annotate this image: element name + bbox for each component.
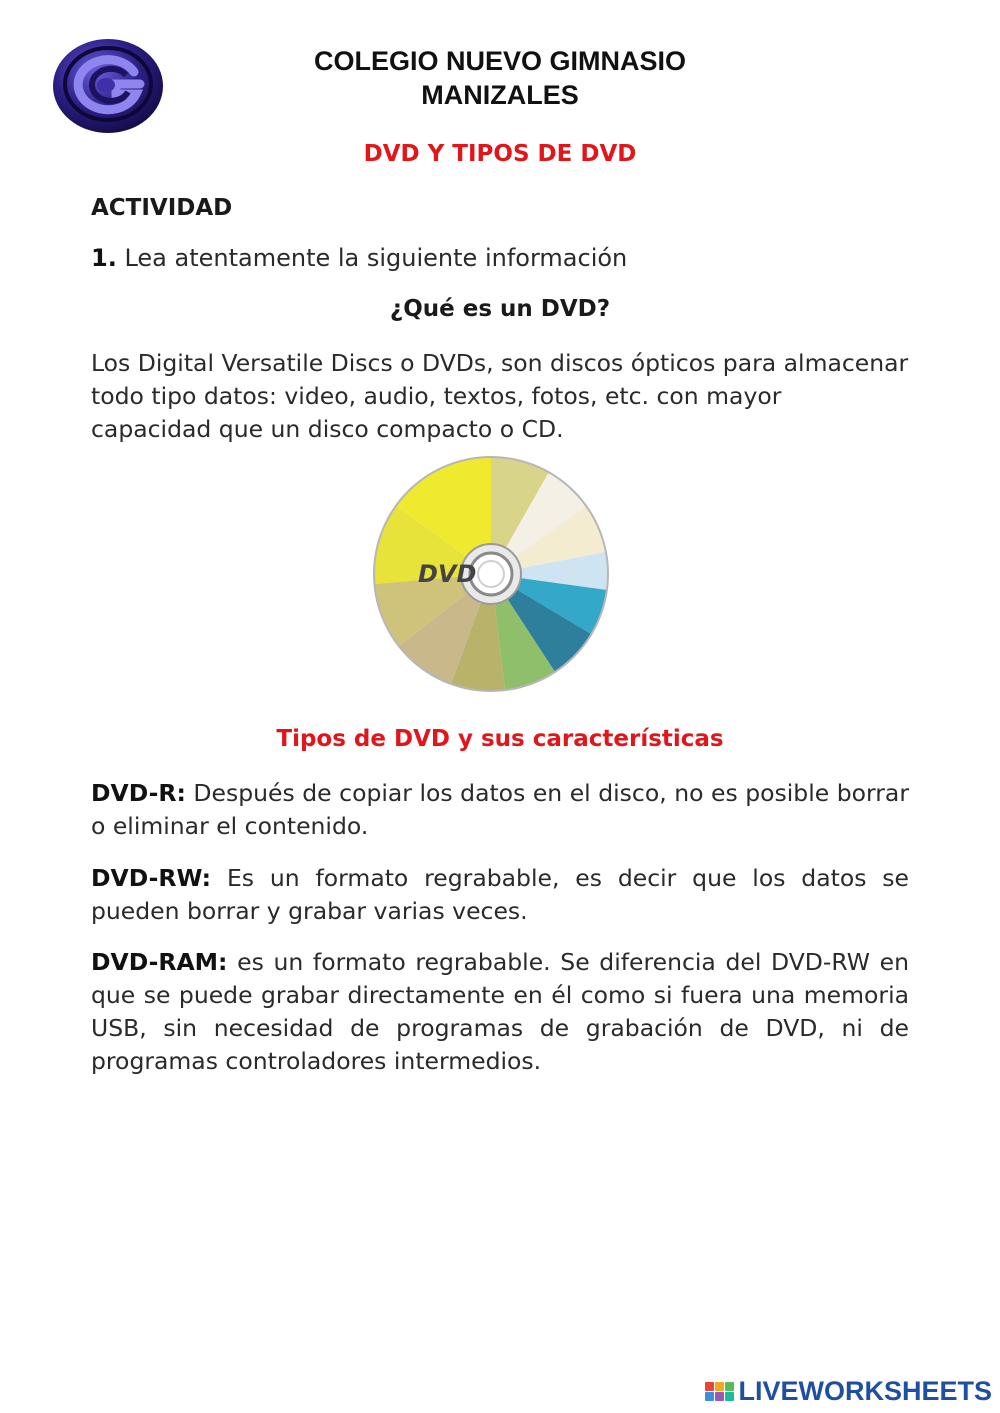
activity-heading: ACTIVIDAD — [91, 195, 233, 221]
instruction-line — [91, 244, 627, 272]
intro-paragraph: Los Digital Versatile Discs o DVDs, son discos ópticos para almacenar todo tipo datos: video, audio, textos, fotos, etc. con mayor capacidad que un disco compacto o CD. — [91, 349, 909, 443]
type-term: DVD-RAM: — [91, 948, 228, 976]
instruction-text: Lea atentamente la siguiente información — [116, 244, 628, 272]
type-item-dvd-rw — [91, 862, 909, 928]
document-title: DVD Y TIPOS DE DVD — [363, 141, 637, 167]
instruction-number: 1. — [91, 244, 117, 272]
liveworksheets-brand: LIVEWORKSHEETS — [738, 1375, 992, 1406]
liveworksheets-logo-icon — [705, 1382, 734, 1401]
type-description: es un formato regrabable. Se diferencia del DVD-RW en que se puede grabar directamente en él como si fuera una memoria USB, sin necesidad de programas de grabación de DVD, ni de programas controladores intermedios. — [91, 948, 909, 1075]
school-logo-icon — [50, 28, 166, 136]
school-name-line1: COLEGIO NUEVO GIMNASIO — [313, 46, 687, 76]
liveworksheets-footer[interactable] — [705, 1374, 992, 1408]
dvd-disc-icon — [360, 452, 622, 702]
type-item-dvd-ram — [91, 946, 909, 1078]
school-name — [250, 44, 750, 112]
question-heading: ¿Qué es un DVD? — [389, 296, 611, 322]
type-term: DVD-R: — [91, 779, 186, 807]
types-heading: Tipos de DVD y sus características — [276, 726, 724, 752]
type-description: Después de copiar los datos en el disco, no es posible borrar o eliminar el contenido. — [91, 779, 909, 840]
dvd-disc-label: DVD — [418, 560, 477, 588]
type-item-dvd-r — [91, 777, 909, 843]
type-description: Es un formato regrabable, es decir que los datos se pueden borrar y grabar varias veces. — [91, 864, 909, 925]
school-name-line2: MANIZALES — [421, 80, 579, 110]
type-term: DVD-RW: — [91, 864, 212, 892]
